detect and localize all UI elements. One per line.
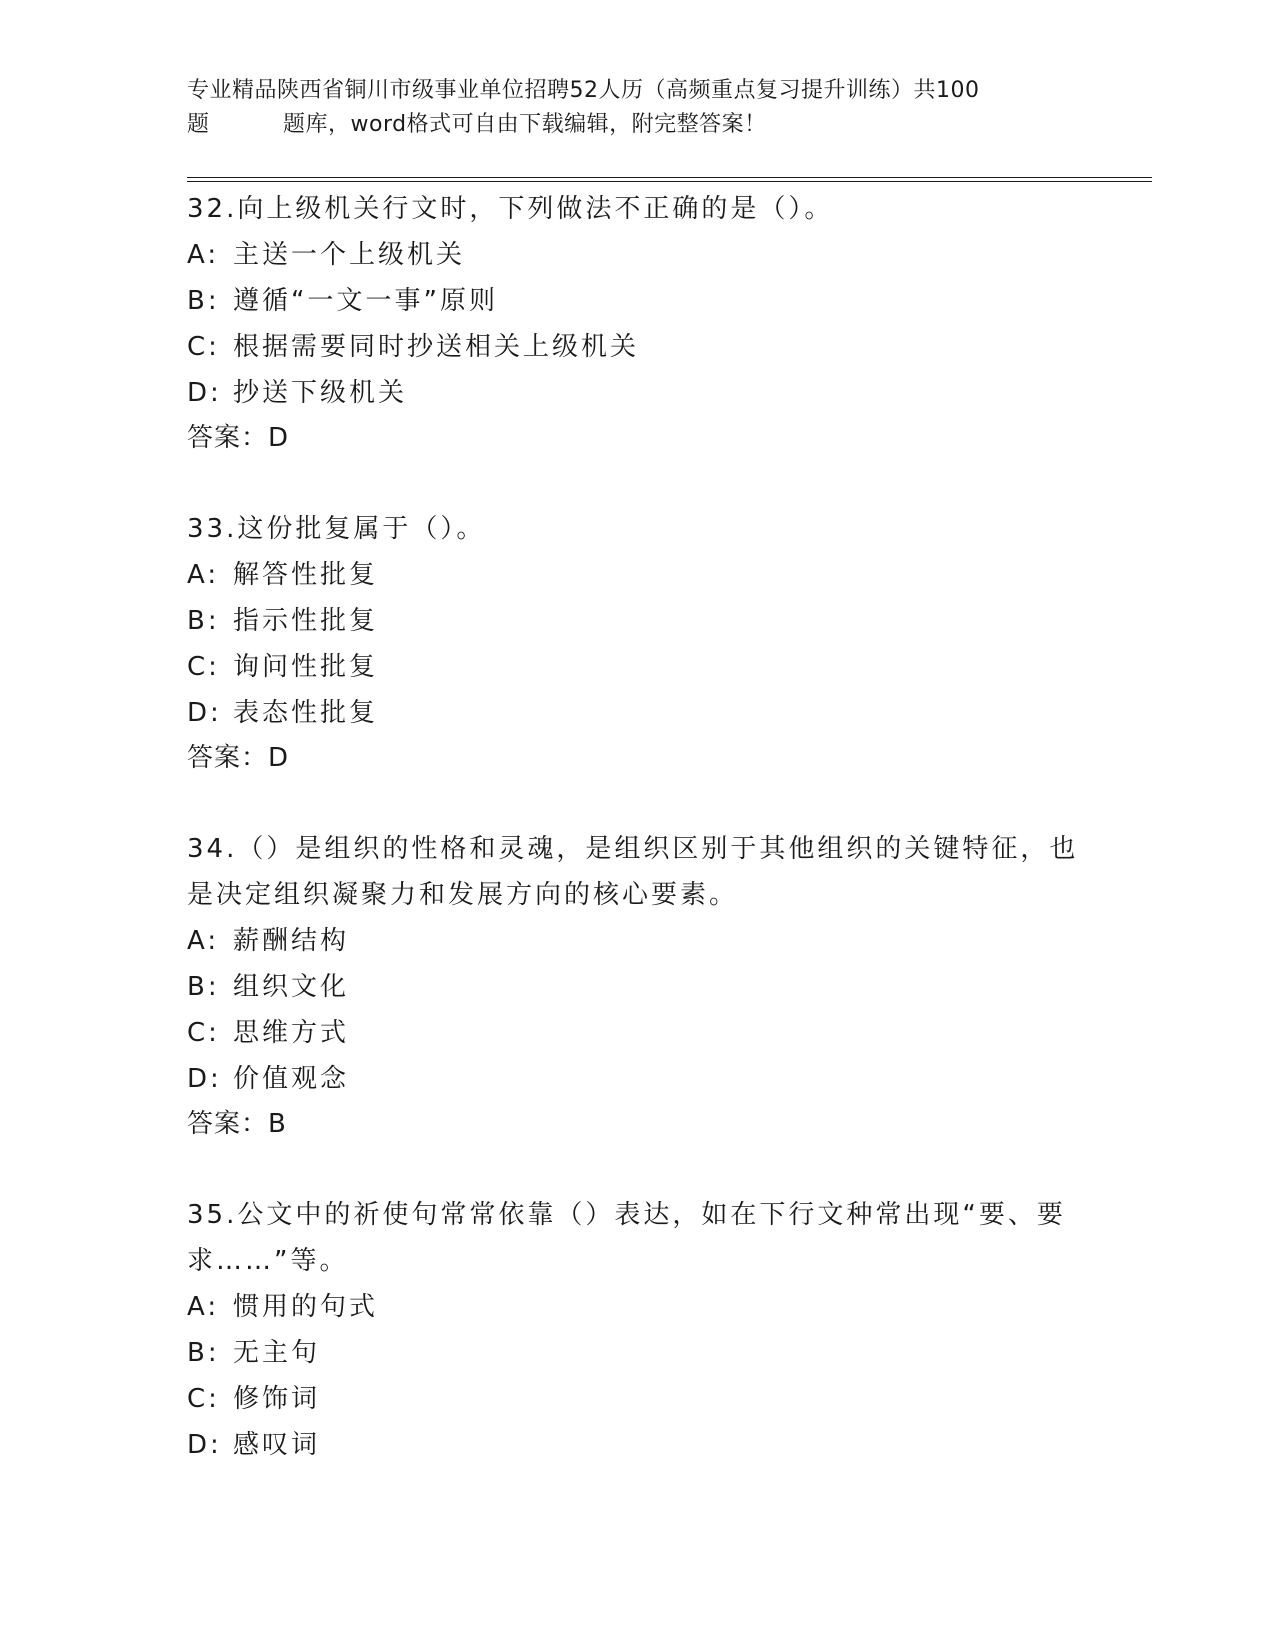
option-c [187, 1010, 1087, 1056]
option-letter: C: [187, 332, 220, 362]
option-text: 组织文化 [233, 972, 350, 1002]
option-text: 主送一个上级机关 [233, 240, 466, 270]
header-line-2-first: 题 [187, 112, 210, 137]
option-text: 询问性批复 [233, 652, 379, 682]
option-text: 感叹词 [233, 1430, 321, 1460]
option-text: 无主句 [233, 1338, 321, 1368]
header-line-1: 专业精品陕西省铜川市级事业单位招聘52人历（高频重点复习提升训练）共100 [187, 78, 980, 103]
option-text: 惯用的句式 [233, 1292, 379, 1322]
option-d [187, 690, 1087, 736]
option-letter: A: [187, 240, 220, 270]
answer-label: 答案：B [187, 1109, 287, 1139]
option-text: 根据需要同时抄送相关上级机关 [233, 332, 640, 362]
option-a [187, 552, 1087, 598]
answer-label: 答案：D [187, 423, 290, 453]
option-letter: B: [187, 1338, 220, 1368]
answer-label: 答案：D [187, 743, 290, 773]
question-33 [187, 506, 1087, 780]
question-stem: 32.向上级机关行文时，下列做法不正确的是（）。 [187, 194, 834, 224]
option-letter: A: [187, 1292, 220, 1322]
option-letter: D: [187, 698, 222, 728]
option-letter: A: [187, 560, 220, 590]
option-d [187, 1056, 1087, 1102]
option-a [187, 232, 1087, 278]
header-divider-bottom [187, 181, 1152, 182]
option-text: 思维方式 [233, 1018, 350, 1048]
option-letter: D: [187, 1430, 222, 1460]
option-b [187, 278, 1087, 324]
question-stem: 34.（）是组织的性格和灵魂，是组织区别于其他组织的关键特征，也是决定组织凝聚力和发展方向的核心要素。 [187, 834, 1079, 910]
option-d [187, 1422, 1087, 1468]
question-35 [187, 1192, 1087, 1468]
option-b [187, 964, 1087, 1010]
option-text: 表态性批复 [233, 698, 379, 728]
option-letter: D: [187, 378, 222, 408]
option-b [187, 598, 1087, 644]
option-c [187, 324, 1087, 370]
option-letter: A: [187, 926, 220, 956]
header-divider-top [187, 177, 1152, 178]
option-text: 解答性批复 [233, 560, 379, 590]
option-text: 抄送下级机关 [233, 378, 408, 408]
question-32 [187, 186, 1087, 460]
option-b [187, 1330, 1087, 1376]
question-34 [187, 826, 1087, 1146]
option-a [187, 1284, 1087, 1330]
option-text: 修饰词 [233, 1384, 321, 1414]
option-text: 价值观念 [233, 1064, 350, 1094]
option-letter: D: [187, 1064, 222, 1094]
option-a [187, 918, 1087, 964]
option-letter: C: [187, 652, 220, 682]
option-d [187, 370, 1087, 416]
option-letter: B: [187, 286, 220, 316]
question-list [187, 186, 1087, 1514]
option-letter: C: [187, 1384, 220, 1414]
question-stem: 33.这份批复属于（）。 [187, 514, 486, 544]
option-letter: B: [187, 972, 220, 1002]
header-line-2-rest: 题库，word格式可自由下载编辑，附完整答案！ [283, 112, 767, 137]
question-stem: 35.公文中的祈使句常常依靠（）表达，如在下行文种常出现“要、要求……”等。 [187, 1200, 1066, 1276]
option-c [187, 1376, 1087, 1422]
option-text: 指示性批复 [233, 606, 379, 636]
option-text: 薪酬结构 [233, 926, 350, 956]
header-line-2 [187, 108, 1087, 142]
page-header [187, 74, 1087, 142]
option-letter: C: [187, 1018, 220, 1048]
option-text: 遵循“一文一事”原则 [233, 286, 498, 316]
option-letter: B: [187, 606, 220, 636]
option-c [187, 644, 1087, 690]
